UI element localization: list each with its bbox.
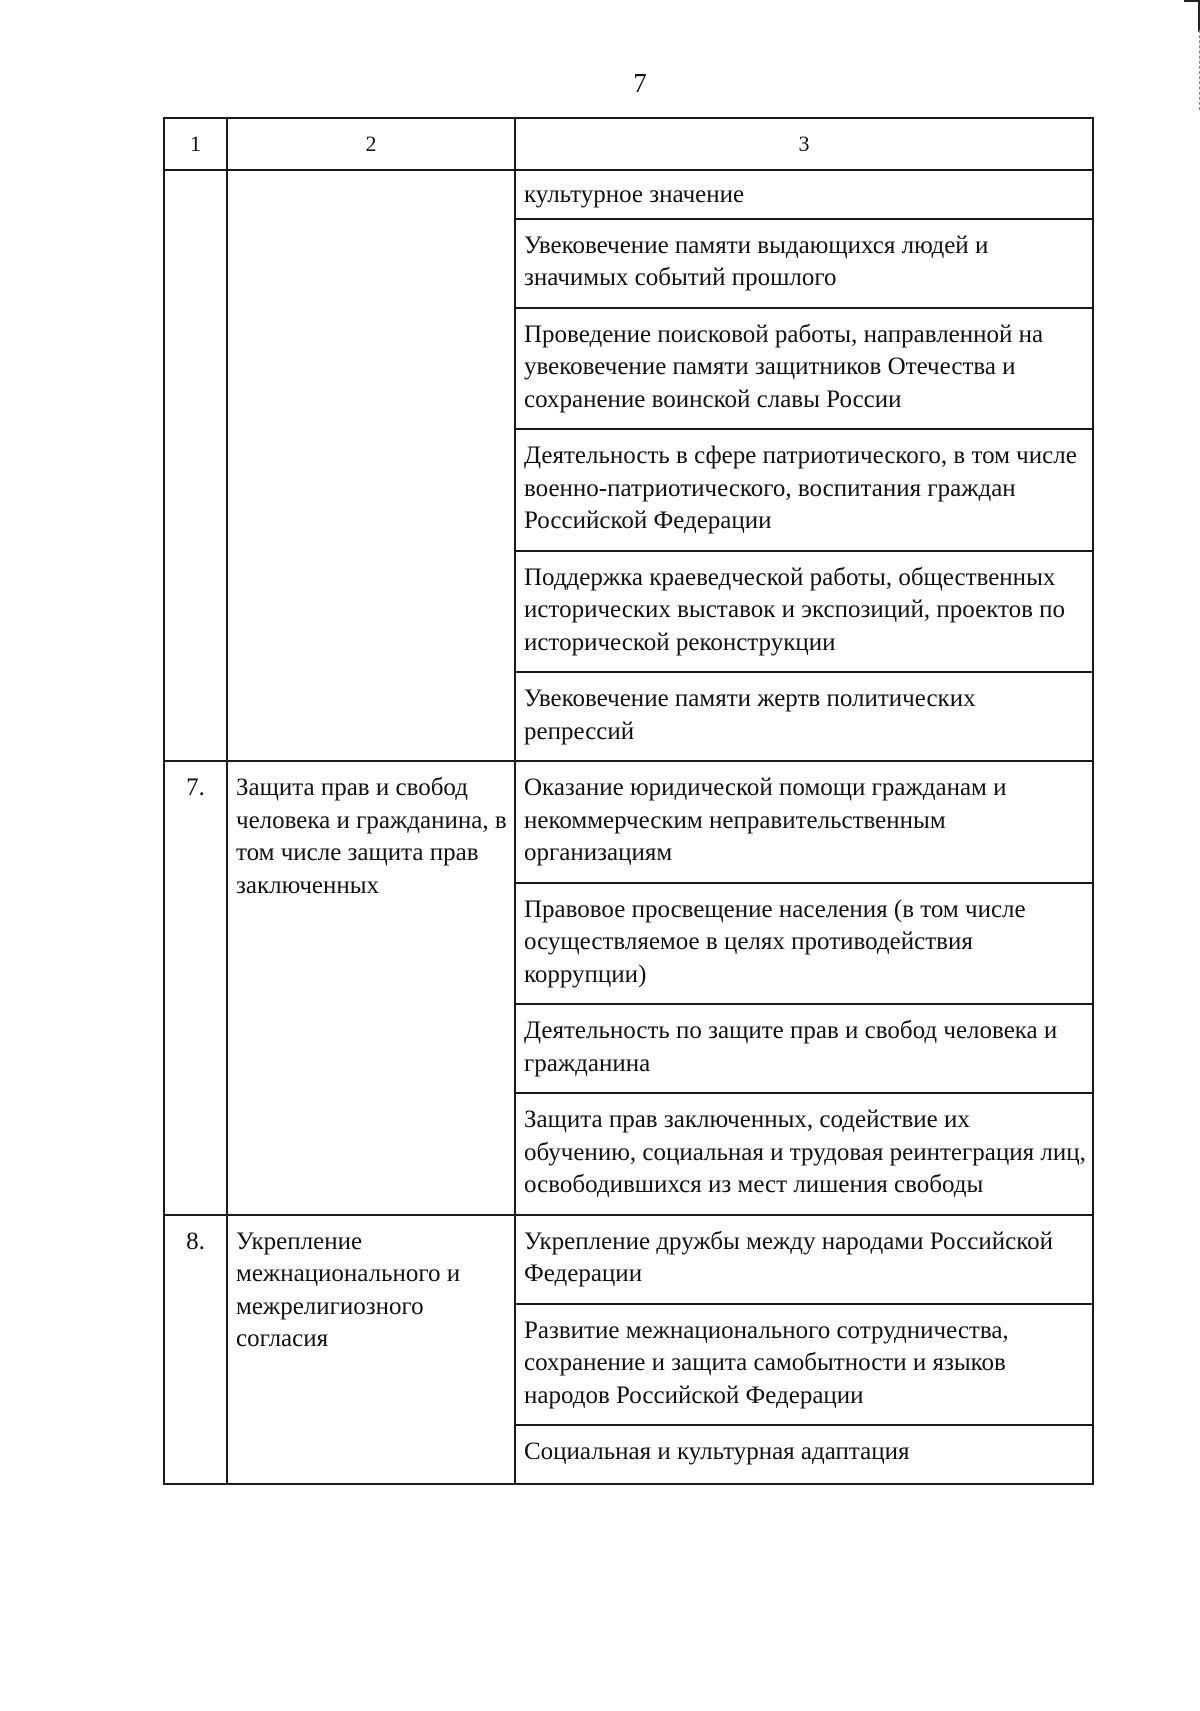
table-row	[164, 761, 1093, 883]
activity-cell: Деятельность в сфере патриотического, в том числе военно-патриотического, воспитания граждан Российской Федерации	[515, 429, 1093, 551]
activity-cell: культурное значение	[515, 170, 1093, 219]
section-number: 7.	[164, 761, 227, 1215]
activity-cell: Увековечение памяти жертв политических репрессий	[515, 672, 1093, 761]
column-header-1: 1	[164, 118, 227, 170]
continued-number-cell	[164, 170, 227, 761]
section-number: 8.	[164, 1215, 227, 1484]
activity-cell: Проведение поисковой работы, направленной на увековечение памяти защитников Отечества и сохранение воинской славы России	[515, 308, 1093, 430]
continued-title-cell	[227, 170, 515, 761]
column-header-2: 2	[227, 118, 515, 170]
activity-cell: Развитие межнационального сотрудничества, сохранение и защита самобытности и языков народов Российской Федерации	[515, 1304, 1093, 1426]
activities-table	[163, 117, 1094, 1485]
table-header-row	[164, 118, 1093, 170]
activity-cell: Защита прав заключенных, содействие их обучению, социальная и трудовая реинтеграция лиц, освободившихся из мест лишения свободы	[515, 1093, 1093, 1215]
activity-cell: Деятельность по защите прав и свобод человека и гражданина	[515, 1004, 1093, 1093]
activity-cell: Социальная и культурная адаптация	[515, 1425, 1093, 1484]
activity-cell: Правовое просвещение населения (в том числе осуществляемое в целях противодействия коррупции)	[515, 883, 1093, 1005]
activity-cell: Поддержка краеведческой работы, общественных исторических выставок и экспозиций, проектов по исторической реконструкции	[515, 551, 1093, 673]
column-header-3: 3	[515, 118, 1093, 170]
activity-cell: Оказание юридической помощи гражданам и некоммерческим неправительственным организациям	[515, 761, 1093, 883]
table-row	[164, 170, 1093, 219]
section-title: Укрепление межнационального и межрелигиозного согласия	[227, 1215, 515, 1484]
activity-cell: Увековечение памяти выдающихся людей и значимых событий прошлого	[515, 219, 1093, 308]
scan-corner-mark	[1184, 0, 1200, 32]
activity-cell: Укрепление дружбы между народами Российской Федерации	[515, 1215, 1093, 1304]
table-row	[164, 1215, 1093, 1304]
section-title: Защита прав и свобод человека и гражданина, в том числе защита прав заключенных	[227, 761, 515, 1215]
page-number: 7	[633, 68, 647, 98]
